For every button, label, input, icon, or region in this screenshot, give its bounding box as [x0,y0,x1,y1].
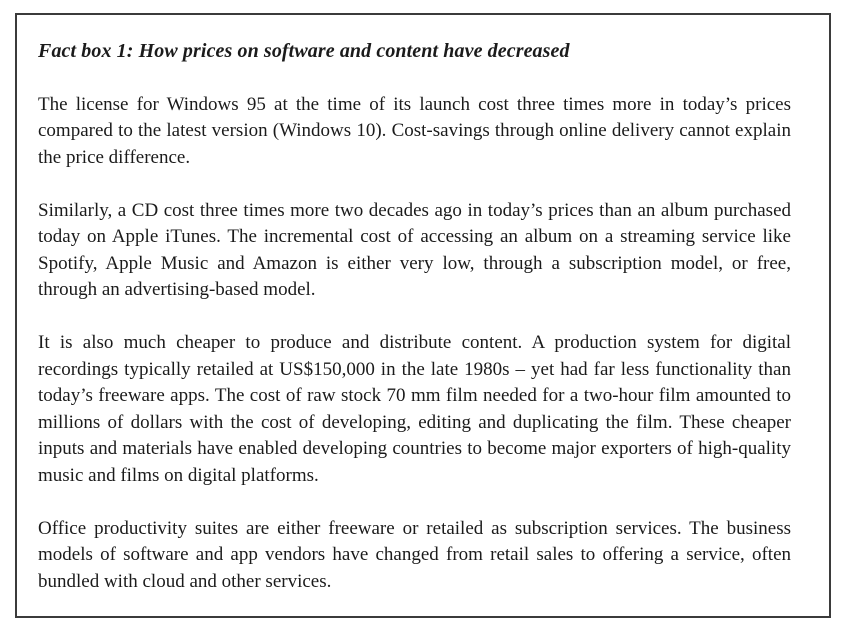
fact-box-paragraph-windows: The license for Windows 95 at the time of its launch cost three times more in today’s prices compared to the latest version (Windows 10). Cost-savings through online delivery cannot explain the price difference. [38,93,791,168]
fact-box [15,13,831,618]
fact-box-paragraph-office: Office productivity suites are either freeware or retailed as subscription services. The business models of software and app vendors have changed from retail sales to offering a service, often bundled with cloud and other services. [38,517,791,592]
fact-box-title: Fact box 1: How prices on software and content have decreased [38,40,570,62]
fact-box-paragraph-production: It is also much cheaper to produce and distribute content. A production system for digital recordings typically retailed at US$150,000 in the late 1980s – yet had far less functionality than today’s freeware apps. The cost of raw stock 70 mm film needed for a two-hour film amounted to millions of dollars with the cost of developing, editing and duplicating the film. These cheaper inputs and materials have enabled developing countries to become major exporters of high-quality music and films on digital platforms. [38,332,791,486]
fact-box-paragraph-music: Similarly, a CD cost three times more two decades ago in today’s prices than an album purchased today on Apple iTunes. The incremental cost of accessing an album on a streaming service like Spotify, Apple Music and Amazon is either very low, through a subscription model, or free, through an advertising-based model. [38,199,791,300]
